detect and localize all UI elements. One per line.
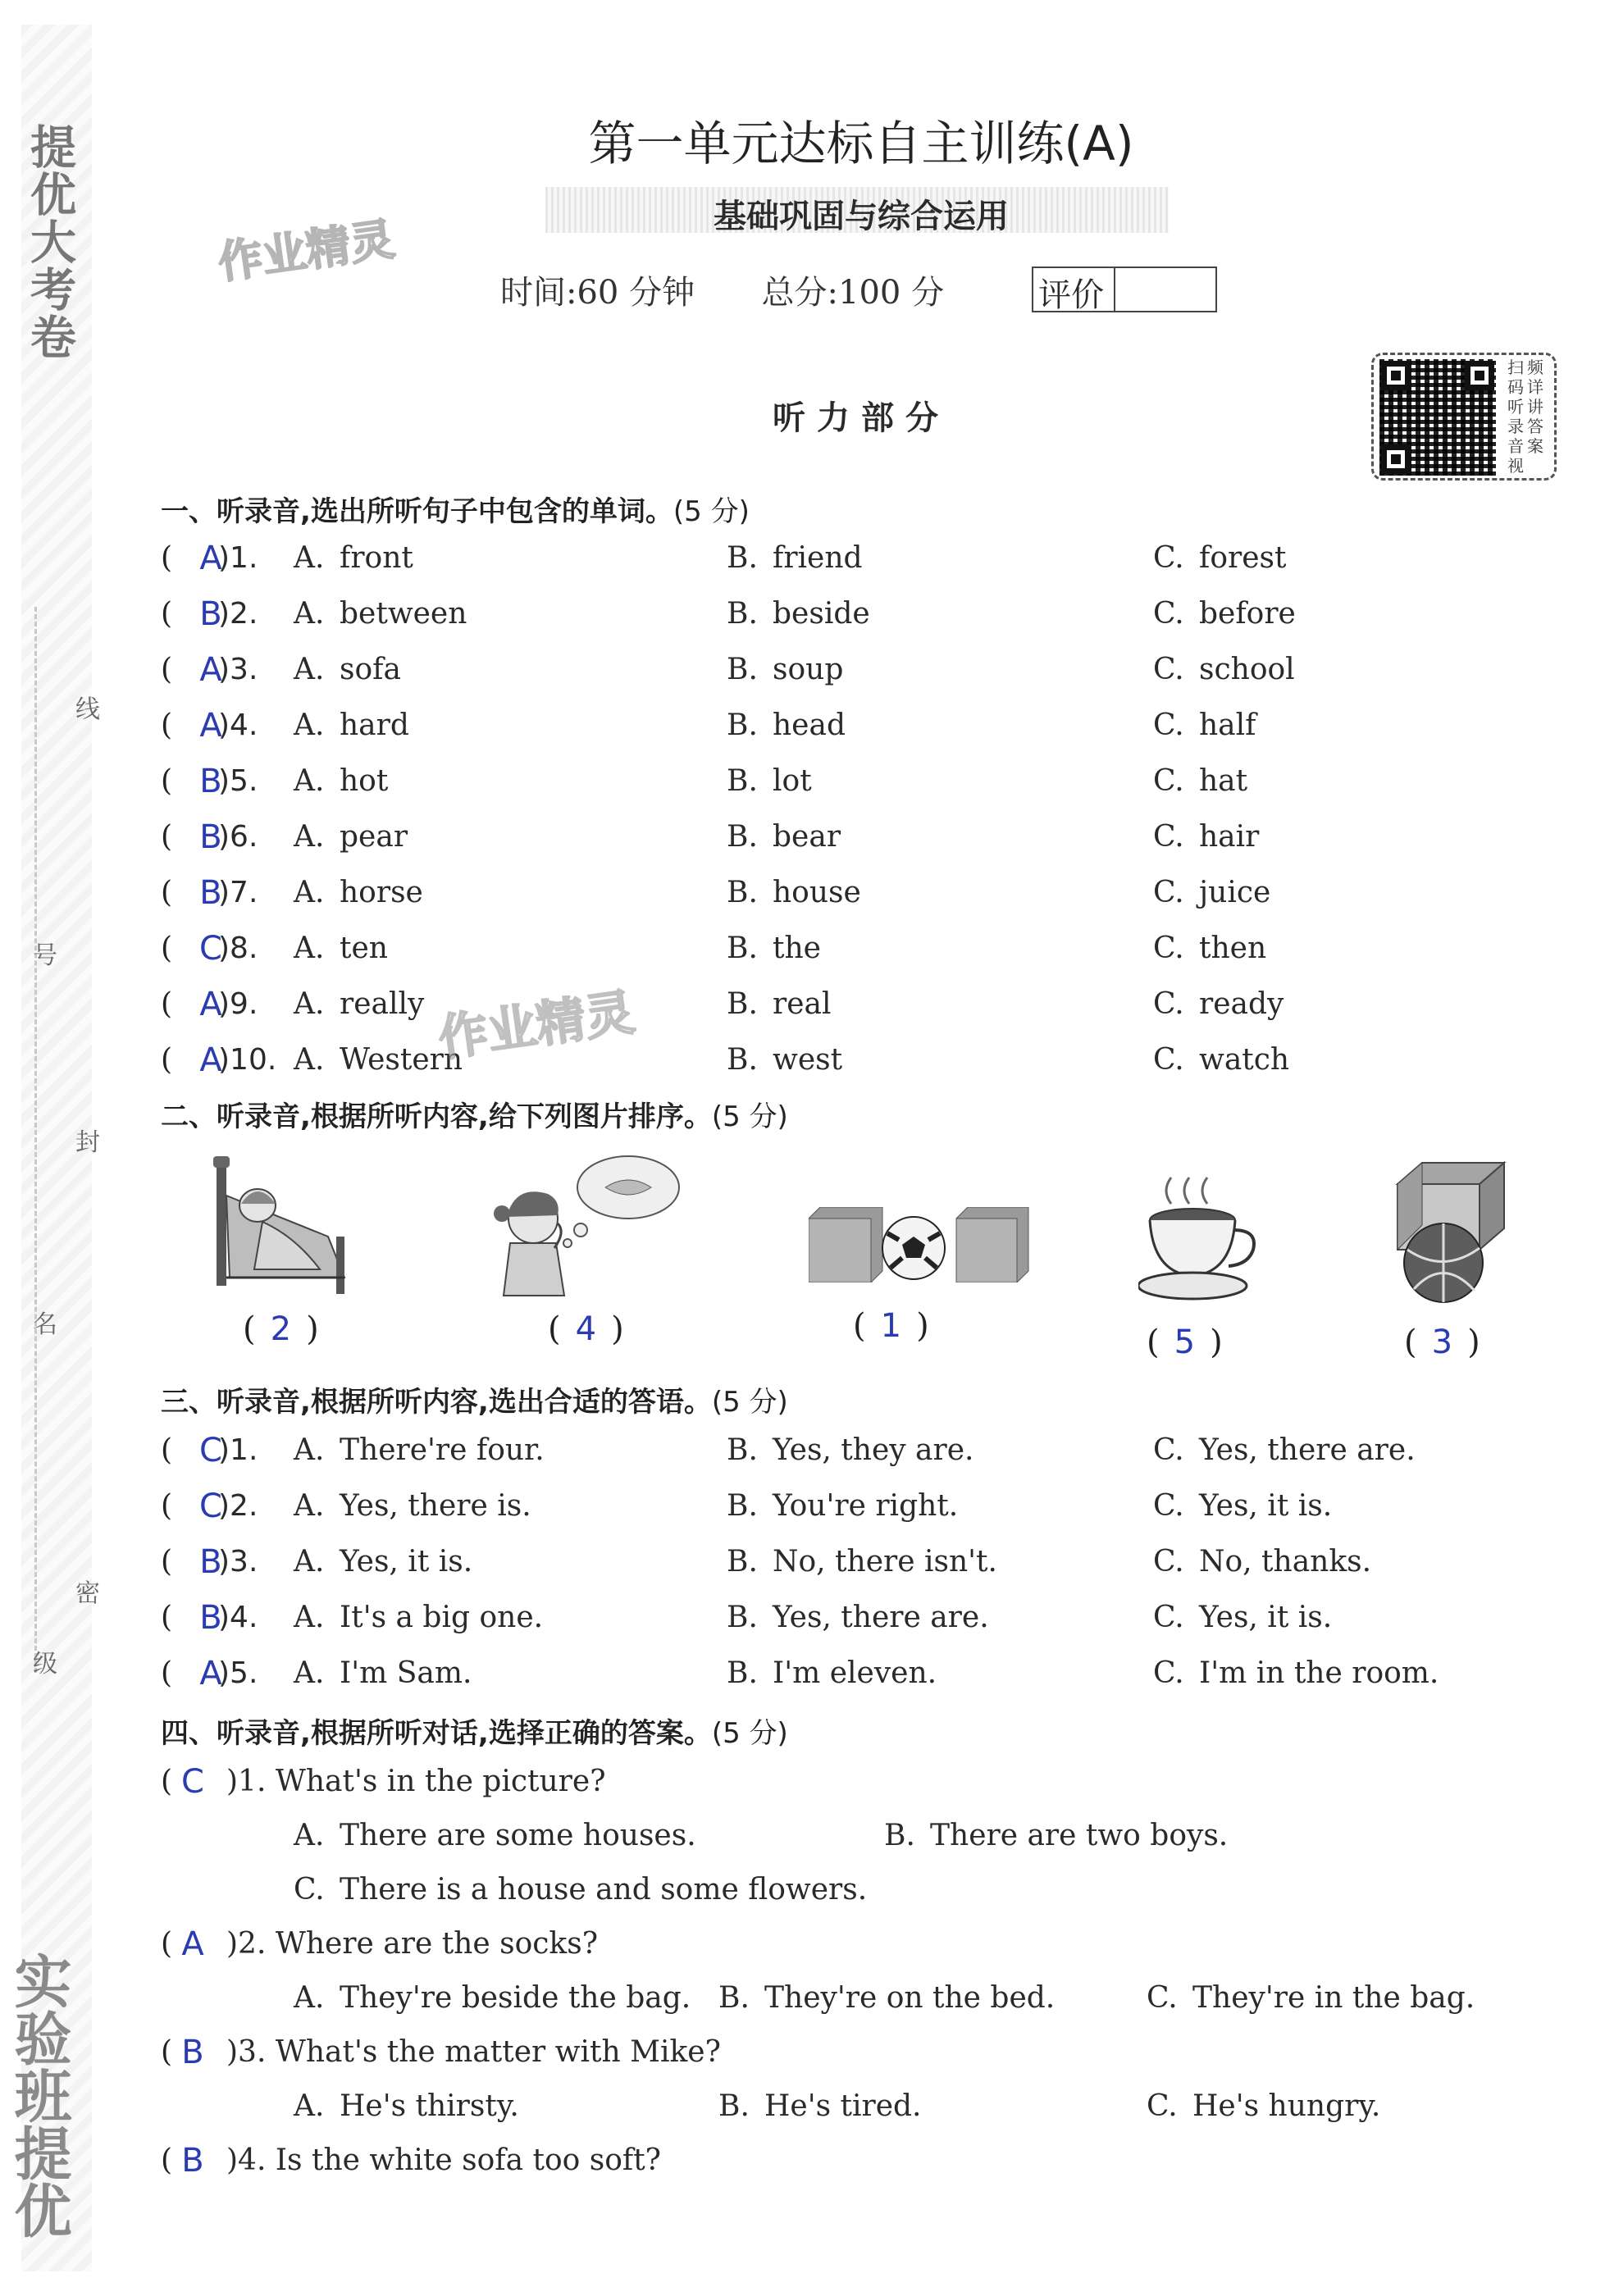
answer-paren-open: ( (161, 653, 173, 686)
option-letter: C. (294, 1873, 325, 1906)
part1-heading-text: 一、听录音,选出所听句子中包含的单词。 (161, 495, 673, 528)
part1-item (161, 876, 1555, 925)
answer-paren-open: ( (161, 1545, 173, 1578)
total-score: 总分:100 分 (761, 274, 945, 312)
option-letter: A. (294, 1819, 325, 1852)
option-letter: C. (1153, 764, 1184, 798)
qr-caption-char: 听 (1507, 397, 1524, 417)
question-number: )10. (218, 1043, 277, 1077)
svg-text:作业精灵: 作业精灵 (215, 212, 398, 289)
option-text: hair (1199, 820, 1260, 854)
picture-1-answer: ( 2 ) (243, 1310, 319, 1348)
option-text: really (340, 987, 425, 1021)
option-b (727, 1489, 958, 1523)
picture-4-answer: ( 5 ) (1147, 1323, 1223, 1361)
option-c (1153, 932, 1266, 965)
option-text: beside (773, 597, 870, 631)
question-number: )2. (218, 597, 258, 631)
option-letter: B. (727, 1043, 758, 1077)
option-b (727, 1656, 937, 1690)
option-letter: C. (1153, 1433, 1184, 1467)
hot-tea-cup-picture (1138, 1171, 1261, 1310)
question-text: )3. What's the matter with Mike? (226, 2035, 721, 2069)
option-a (294, 932, 388, 965)
option-a (294, 820, 408, 854)
part3-item (161, 1545, 1555, 1594)
part1-item (161, 1043, 1555, 1092)
qr-finder-icon (1381, 444, 1411, 474)
option-text: It's a big one. (340, 1601, 544, 1634)
option-text: There're four. (340, 1433, 545, 1467)
side-mark-seal2: 密 (75, 1579, 100, 1608)
answer-paren-open: ( (161, 876, 173, 909)
option-c (1153, 1656, 1439, 1690)
option-a (294, 1489, 531, 1523)
answer-paren-open: ( (161, 2035, 173, 2069)
cut-line (34, 607, 37, 1673)
option-text: sofa (340, 653, 401, 686)
question-number: )1. (218, 1433, 258, 1467)
option-text: I'm in the room. (1199, 1656, 1439, 1690)
option-letter: B. (727, 764, 758, 798)
answer-paren-open: ( (161, 1489, 173, 1523)
answer-mark[interactable]: B (199, 818, 222, 856)
option-letter: C. (1153, 597, 1184, 631)
answer-paren-open: ( (161, 820, 173, 854)
option-text: hot (340, 764, 389, 798)
answer-paren-open: ( (161, 541, 173, 575)
option-text: Yes, it is. (1199, 1601, 1333, 1634)
answer-paren-open: ( (161, 932, 173, 965)
part1-heading (161, 489, 750, 529)
option-text: Western (340, 1043, 463, 1077)
part1-item (161, 653, 1555, 702)
option-text: ten (340, 932, 388, 965)
question-number: )5. (218, 1656, 258, 1690)
question-text: )2. Where are the socks? (226, 1927, 599, 1961)
picture-3-answer-value: 1 (880, 1307, 902, 1345)
option-letter: A. (294, 820, 325, 854)
option-letter: B. (884, 1819, 915, 1852)
part4-question-3 (161, 2035, 1555, 2084)
option-text: He's tired. (764, 2089, 922, 2123)
answer-mark[interactable]: A (199, 540, 222, 577)
evaluation-divider (1114, 266, 1115, 312)
option-letter: A. (294, 1981, 325, 2015)
question-text: )1. What's in the picture? (226, 1765, 606, 1798)
option-c (1153, 1601, 1332, 1634)
option-letter: A. (294, 1656, 325, 1690)
option-letter: A. (294, 987, 325, 1021)
option-a (294, 1601, 543, 1634)
option-text: front (340, 541, 413, 575)
picture-5-answer: ( 3 ) (1404, 1323, 1480, 1361)
option-text: Yes, it is. (1199, 1489, 1333, 1523)
option-a (294, 1545, 472, 1578)
option-c (1153, 541, 1286, 575)
part3-item (161, 1433, 1555, 1483)
answer-paren-open: ( (161, 1927, 173, 1961)
answer-mark[interactable]: C (199, 930, 222, 968)
option-letter: B. (727, 820, 758, 854)
option-b (727, 541, 863, 575)
part4-question-4 (161, 2143, 1555, 2193)
option-a (294, 653, 401, 686)
option-text: No, there isn't. (773, 1545, 997, 1578)
answer-mark[interactable]: C (181, 1763, 204, 1801)
answer-paren-open: ( (161, 1656, 173, 1690)
option-letter: A. (294, 764, 325, 798)
option-text: He's thirsty. (340, 2089, 519, 2123)
option-letter: A. (294, 1601, 325, 1634)
option-b (727, 876, 861, 909)
option-a (294, 1433, 545, 1467)
option-text: horse (340, 876, 423, 909)
option-c (1153, 1545, 1371, 1578)
option-text: forest (1199, 541, 1287, 575)
option-letter: C. (1153, 1043, 1184, 1077)
option-b (727, 987, 832, 1021)
part3-heading-text: 三、听录音,根据所听内容,选出合适的答语。 (161, 1386, 712, 1419)
option-text: hat (1199, 764, 1248, 798)
option-c (1153, 708, 1256, 742)
part1-item (161, 820, 1555, 869)
ball-under-box-picture (1389, 1159, 1512, 1307)
qr-caption-char: 音 (1507, 436, 1524, 456)
series-bottom-label: 实验班提优 (5, 1952, 72, 2239)
option-letter: A. (294, 876, 325, 909)
option-letter: B. (718, 2089, 750, 2123)
part4-question-1 (161, 1765, 1555, 1814)
answer-mark[interactable]: B (199, 595, 222, 633)
girl-dreaming-picture (482, 1151, 687, 1299)
option-text: west (773, 1043, 843, 1077)
answer-mark[interactable]: B (199, 874, 222, 912)
answer-mark[interactable]: A (181, 1925, 204, 1963)
answer-mark[interactable]: C (199, 1432, 222, 1469)
option-text: friend (773, 541, 863, 575)
option-letter: A. (294, 1043, 325, 1077)
answer-paren-open: ( (161, 987, 173, 1021)
option-text: head (773, 708, 846, 742)
answer-mark[interactable]: B (199, 1599, 222, 1637)
exam-meta (500, 266, 944, 313)
option-text: There are some houses. (340, 1819, 696, 1852)
qr-caption-char: 答 (1527, 417, 1543, 436)
part2-heading-text: 二、听录音,根据所听内容,给下列图片排序。 (161, 1100, 712, 1133)
part1-item (161, 541, 1555, 590)
option-letter: A. (294, 2089, 325, 2123)
option-c (1147, 2089, 1380, 2123)
option-c (1153, 1433, 1416, 1467)
option-text: There is a house and some flowers. (340, 1873, 868, 1906)
part2-heading (161, 1094, 788, 1134)
side-mark-line: 线 (75, 695, 100, 724)
option-letter: A. (294, 653, 325, 686)
option-letter: C. (1153, 932, 1184, 965)
option-c (1153, 876, 1270, 909)
question-text: )4. Is the white sofa too soft? (226, 2143, 661, 2177)
option-letter: C. (1153, 1601, 1184, 1634)
picture-2-answer-value: 4 (575, 1310, 597, 1348)
question-number: )6. (218, 820, 258, 854)
option-text: juice (1199, 876, 1271, 909)
option-text: between (340, 597, 467, 631)
option-letter: A. (294, 1489, 325, 1523)
part1-item (161, 932, 1555, 981)
option-text: then (1199, 932, 1267, 965)
part4-heading-text: 四、听录音,根据所听对话,选择正确的答案。 (161, 1717, 712, 1750)
option-letter: C. (1153, 653, 1184, 686)
option-text: Yes, there is. (340, 1489, 531, 1523)
option-text: house (773, 876, 861, 909)
option-letter: C. (1153, 1545, 1184, 1578)
option-text: Yes, they are. (773, 1433, 974, 1467)
option-a (294, 541, 413, 575)
option-letter: B. (727, 987, 758, 1021)
option-letter: B. (727, 1433, 758, 1467)
picture-5-answer-value: 3 (1431, 1323, 1453, 1361)
option-b (718, 2089, 922, 2123)
page-subtitle: 基础巩固与综合运用 (714, 198, 1009, 235)
option-c (1153, 820, 1259, 854)
part2-points: (5 分) (711, 1100, 788, 1133)
qr-caption-char: 视 (1507, 456, 1524, 476)
option-text: hard (340, 708, 409, 742)
option-letter: B. (727, 876, 758, 909)
option-letter: C. (1147, 1981, 1178, 2015)
picture-1-answer-value: 2 (270, 1310, 292, 1348)
option-text: Yes, there are. (773, 1601, 989, 1634)
option-c (1153, 1043, 1289, 1077)
side-mark-class: 级 (33, 1650, 57, 1679)
option-letter: B. (727, 1545, 758, 1578)
option-text: They're in the bag. (1192, 1981, 1475, 2015)
option-b (727, 932, 821, 965)
answer-mark[interactable]: C (199, 1487, 222, 1525)
option-letter: A. (294, 597, 325, 631)
option-text: half (1199, 708, 1256, 742)
qr-caption-char: 案 (1527, 436, 1543, 456)
option-text: Yes, it is. (340, 1545, 473, 1578)
question-number: )4. (218, 708, 258, 742)
option-a (294, 1819, 696, 1852)
option-a (294, 764, 388, 798)
option-letter: B. (727, 1601, 758, 1634)
answer-paren-open: ( (161, 708, 173, 742)
answer-paren-open: ( (161, 1765, 173, 1798)
option-letter: C. (1153, 541, 1184, 575)
option-text: ready (1199, 987, 1284, 1021)
answer-mark[interactable]: B (199, 1543, 222, 1581)
option-c (1153, 987, 1284, 1021)
picture-4-answer-value: 5 (1174, 1323, 1196, 1361)
option-letter: C. (1153, 1489, 1184, 1523)
part1-item (161, 708, 1555, 758)
option-letter: B. (727, 541, 758, 575)
option-letter: B. (727, 708, 758, 742)
option-text: school (1199, 653, 1295, 686)
option-text: I'm Sam. (340, 1656, 472, 1690)
answer-paren-open: ( (161, 764, 173, 798)
option-letter: B. (718, 1981, 750, 2015)
option-text: the (773, 932, 821, 965)
option-letter: B. (727, 1489, 758, 1523)
option-b (727, 653, 843, 686)
option-letter: C. (1147, 2089, 1178, 2123)
part3-item (161, 1489, 1555, 1538)
option-text: pear (340, 820, 408, 854)
picture-2-answer: ( 4 ) (548, 1310, 624, 1348)
qr-caption-char: 频 (1527, 358, 1543, 377)
option-letter: A. (294, 932, 325, 965)
option-letter: A. (294, 1545, 325, 1578)
answer-mark[interactable]: A (199, 651, 222, 689)
option-text: soup (773, 653, 844, 686)
option-b (884, 1819, 1228, 1852)
question-number: )2. (218, 1489, 258, 1523)
girl-in-bed-picture (205, 1146, 361, 1294)
option-letter: C. (1153, 987, 1184, 1021)
option-letter: C. (1153, 708, 1184, 742)
option-letter: C. (1153, 876, 1184, 909)
part1-item (161, 764, 1555, 813)
qr-caption-char: 详 (1527, 377, 1543, 397)
option-a (294, 1981, 691, 2015)
option-text: You're right. (773, 1489, 959, 1523)
option-text: He's hungry. (1192, 2089, 1381, 2123)
option-text: They're beside the bag. (340, 1981, 691, 2015)
option-c (1153, 1489, 1332, 1523)
option-a (294, 597, 467, 631)
part4-question-2 (161, 1927, 1555, 1976)
part1-item (161, 987, 1555, 1036)
option-letter: C. (1153, 820, 1184, 854)
part1-item (161, 597, 1555, 646)
answer-mark[interactable]: B (181, 2142, 204, 2180)
option-text: lot (773, 764, 812, 798)
option-letter: B. (727, 1656, 758, 1690)
qr-finder-icon (1381, 361, 1411, 390)
option-b (727, 1601, 989, 1634)
option-letter: C. (1153, 1656, 1184, 1690)
answer-mark[interactable]: A (199, 707, 222, 745)
qr-caption-char: 扫 (1507, 358, 1524, 377)
section-title: 听力部分 (773, 399, 950, 437)
option-text: No, thanks. (1199, 1545, 1372, 1578)
question-number: )4. (218, 1601, 258, 1634)
part3-item (161, 1601, 1555, 1650)
option-letter: B. (727, 932, 758, 965)
answer-paren-open: ( (161, 1043, 173, 1077)
qr-caption-char: 码 (1507, 377, 1524, 397)
side-mark-number: 号 (33, 941, 57, 970)
option-letter: A. (294, 541, 325, 575)
option-b (727, 820, 841, 854)
option-b (718, 1981, 1055, 2015)
option-c (1153, 764, 1247, 798)
evaluation-label: 评价 (1038, 276, 1104, 314)
option-text: real (773, 987, 832, 1021)
option-letter: B. (727, 653, 758, 686)
option-text: I'm eleven. (773, 1656, 937, 1690)
option-b (727, 1043, 842, 1077)
question-number: )3. (218, 653, 258, 686)
qr-caption-char: 讲 (1527, 397, 1543, 417)
option-c (1153, 597, 1296, 631)
qr-caption-char: 录 (1507, 417, 1524, 436)
option-a (294, 708, 409, 742)
part3-points: (5 分) (711, 1386, 788, 1419)
option-a (294, 987, 424, 1021)
answer-mark[interactable]: A (199, 1041, 222, 1079)
option-a (294, 2089, 519, 2123)
answer-mark[interactable]: A (199, 1655, 222, 1692)
question-number: )7. (218, 876, 258, 909)
option-b (727, 764, 812, 798)
question-number: )9. (218, 987, 258, 1021)
part4-heading (161, 1711, 788, 1751)
answer-paren-open: ( (161, 2143, 173, 2177)
option-b (727, 1433, 973, 1467)
option-text: bear (773, 820, 841, 854)
answer-paren-open: ( (161, 1601, 173, 1634)
option-b (727, 597, 870, 631)
side-mark-seal: 封 (75, 1128, 100, 1157)
side-mark-name: 名 (33, 1310, 57, 1339)
option-c (1147, 1981, 1475, 2015)
option-c (294, 1873, 867, 1906)
option-a (294, 876, 423, 909)
answer-mark[interactable]: A (199, 986, 222, 1023)
option-text: watch (1199, 1043, 1290, 1077)
question-number: )3. (218, 1545, 258, 1578)
question-number: )5. (218, 764, 258, 798)
answer-paren-open: ( (161, 1433, 173, 1467)
option-letter: B. (727, 597, 758, 631)
option-c (1153, 653, 1295, 686)
part1-points: (5 分) (673, 495, 750, 528)
answer-mark[interactable]: B (181, 2034, 204, 2071)
answer-mark[interactable]: B (199, 763, 222, 800)
question-number: )8. (218, 932, 258, 965)
option-text: Yes, there are. (1199, 1433, 1416, 1467)
picture-3-answer: ( 1 ) (853, 1307, 929, 1345)
part3-heading (161, 1379, 788, 1419)
option-b (727, 1545, 997, 1578)
option-letter: A. (294, 708, 325, 742)
option-text: They're on the bed. (764, 1981, 1056, 2015)
option-b (727, 708, 846, 742)
option-text: before (1199, 597, 1296, 631)
part3-item (161, 1656, 1555, 1706)
series-title: 提优大考卷 (23, 123, 76, 361)
part4-points: (5 分) (711, 1717, 788, 1750)
qr-finder-icon (1465, 361, 1494, 390)
option-text: There are two boys. (930, 1819, 1229, 1852)
question-number: )1. (218, 541, 258, 575)
answer-paren-open: ( (161, 597, 173, 631)
option-letter: A. (294, 1433, 325, 1467)
svg-text:作业精灵: 作业精灵 (435, 983, 638, 1068)
time-limit: 时间:60 分钟 (500, 274, 695, 312)
page-title: 第一单元达标自主训练(A) (588, 116, 1134, 171)
ball-between-boxes-picture (809, 1207, 1030, 1282)
option-a (294, 1656, 472, 1690)
